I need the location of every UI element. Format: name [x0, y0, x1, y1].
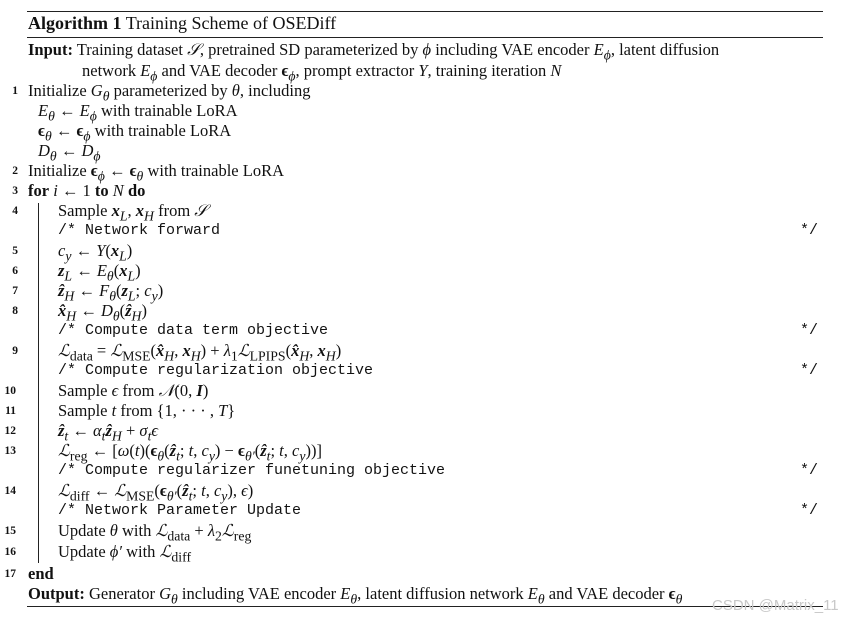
- output-label: Output:: [28, 584, 85, 603]
- algorithm-number: Algorithm 1: [28, 13, 122, 33]
- line-number-4: 4: [12, 205, 18, 217]
- line-number-15: 15: [4, 525, 16, 537]
- input-label: Input:: [28, 40, 73, 59]
- bottom-rule: [27, 606, 823, 607]
- algorithm-name: Training Scheme of OSEDiff: [125, 13, 337, 33]
- comment-end-5: */: [800, 502, 819, 519]
- step-12: ẑ$_t$ ← $\alpha_tẑ_H + \sigma_t\epsilon$: [58, 421, 159, 444]
- comment-parameter-update: /* Network Parameter Update: [58, 502, 302, 519]
- step-1c: $D_\theta$ ← $D_\phi$: [38, 141, 101, 164]
- comment-network-forward: /* Network forward: [58, 222, 221, 239]
- line-number-17: 17: [4, 568, 16, 580]
- step-2: Initialize $\epsilon_\phi$ ← $\epsilon_\theta$ with trainable LoRA: [28, 161, 284, 184]
- watermark: CSDN @Matrix_11: [712, 597, 839, 614]
- line-number-10: 10: [4, 385, 16, 397]
- step-14: ℒ$_{diff}$ ← $ℒ_{MSE}(\epsilon_{\theta'}(ẑ_t$; t, $c_y$), ϵ): [58, 481, 254, 504]
- step-6: $z_L$ ← $E_\theta(x_L)$: [58, 261, 141, 284]
- output-line: [28, 584, 683, 607]
- step-9: ℒ$_{data}$ = $ℒ_{MSE}(x̂_H$, $x_H$) + $\lambda_1ℒ_{LPIPS}(x̂_H$, $x_H$): [58, 341, 342, 364]
- comment-end-1: */: [800, 222, 819, 239]
- step-10: Sample ϵ from 𝒩(0, I): [58, 381, 209, 400]
- line-number-12: 12: [4, 425, 16, 437]
- title-rule: [27, 37, 823, 38]
- input-line-1: [28, 40, 720, 63]
- step-7: ẑ$_H$ ← $F_\theta(z_L$; $c_y$): [58, 281, 164, 304]
- step-16: Update ϕ′ with ℒ$_{diff}$: [58, 542, 192, 565]
- line-number-6: 6: [12, 265, 18, 277]
- line-number-5: 5: [12, 245, 18, 257]
- comment-end-2: */: [800, 322, 819, 339]
- comment-finetuning: /* Compute regularizer funetuning objective: [58, 462, 446, 479]
- step-5: $c_y$ ← $Y(x_L)$: [58, 241, 133, 264]
- line-number-7: 7: [12, 285, 18, 297]
- line-number-1: 1: [12, 85, 18, 97]
- top-rule: [27, 11, 823, 12]
- step-1b: $\epsilon_\theta$ ← $\epsilon_\phi$ with trainable LoRA: [38, 121, 232, 144]
- line-number-16: 16: [4, 546, 16, 558]
- step-1: Initialize $G_\theta$ parameterized by θ, including: [28, 81, 311, 104]
- step-15: Update θ with ℒ$_{data}$ + $\lambda_2ℒ_{reg}$: [58, 521, 252, 544]
- step-17: end: [28, 564, 54, 583]
- step-11: Sample t from {1, · · · , T}: [58, 401, 236, 420]
- line-number-11: 11: [5, 405, 16, 417]
- step-3: for i ← 1 to N do: [28, 181, 146, 200]
- comment-end-4: */: [800, 462, 819, 479]
- algorithm-title: [28, 13, 336, 33]
- input-text-2: network $E_\phi$ and VAE decoder $\epsilon_\phi$, prompt extractor Y, training iteration N: [82, 61, 562, 84]
- comment-end-3: */: [800, 362, 819, 379]
- step-1a: $E_\theta$ ← $E_\phi$ with trainable LoRA: [38, 101, 238, 124]
- step-8: $x̂_H$ ← $D_\theta(ẑ_H)$: [58, 301, 147, 324]
- input-text-1: Training dataset 𝒮, pretrained SD parameterized by ϕ including VAE encoder $E_\phi$, latent diffusion: [76, 40, 720, 63]
- line-number-13: 13: [4, 445, 16, 457]
- line-number-8: 8: [12, 305, 18, 317]
- line-number-14: 14: [4, 485, 16, 497]
- input-line-2: [82, 61, 562, 84]
- output-text: Generator $G_\theta$ including VAE encoder $E_\theta$, latent diffusion network $E_\theta$ and VAE decoder $\epsilon_\theta$: [88, 584, 683, 607]
- line-number-3: 3: [12, 185, 18, 197]
- line-number-9: 9: [12, 345, 18, 357]
- step-13: ℒ$_{reg}$ ← [$\omega(t)(\epsilon_\theta(ẑ_t$; t, $c_y$) − $\epsilon_{\theta'}(ẑ_t$; t, $c_y$))]: [58, 441, 322, 464]
- comment-data-term: /* Compute data term objective: [58, 322, 329, 339]
- loop-bar: [38, 203, 39, 563]
- comment-regularization: /* Compute regularization objective: [58, 362, 374, 379]
- line-number-2: 2: [12, 165, 18, 177]
- step-4: Sample $x_L$, $x_H$ from 𝒮: [58, 201, 208, 224]
